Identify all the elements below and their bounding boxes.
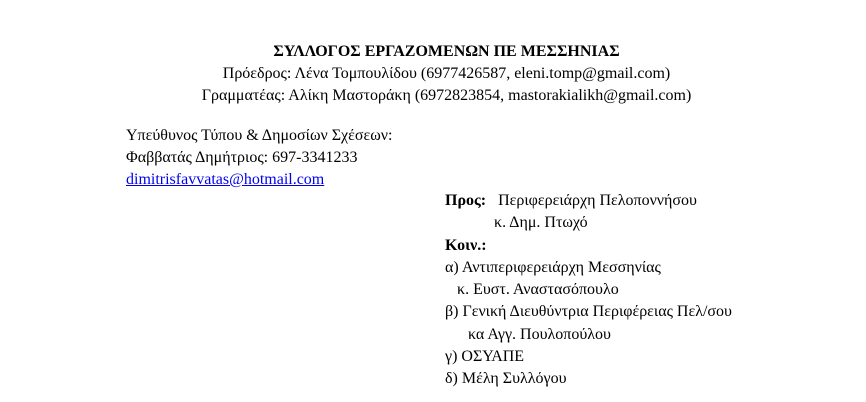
cc-item: α) Αντιπεριφερειάρχη Μεσσηνίας [445,258,661,276]
cc-item: κα Αγγ. Πουλοπούλου [468,325,611,343]
secretary-line: Γραμματέας: Αλίκη Μαστοράκη (6972823854, mastorakialikh@gmail.com) [201,87,692,104]
press-email-link[interactable]: dimitrisfavvatas@hotmail.com [126,171,325,188]
letterhead [0,41,866,107]
cc-label: Κοιν.: [445,236,487,254]
cc-item: δ) Μέλη Συλλόγου [445,370,567,388]
to-recipient: Περιφερειάρχη Πελοποννήσου [498,192,697,209]
cc-item: γ) ΟΣΥΑΠΕ [445,348,525,366]
president-line: Πρόεδρος: Λένα Τομπουλίδου (6977426587, eleni.tomp@gmail.com) [222,65,671,82]
cc-item: β) Γενική Διευθύντρια Περιφέρειας Πελ/σου [445,303,732,321]
association-title: ΣΥΛΛΟΓΟΣ ΕΡΓΑΖΟΜΕΝΩΝ ΠΕ ΜΕΣΣΗΝΙΑΣ [273,43,620,60]
cc-item: κ. Ευστ. Αναστασόπουλο [457,281,619,299]
to-recipient-name: κ. Δημ. Πτωχό [494,214,588,232]
recipients-block [445,190,732,391]
press-contact-block [126,125,392,191]
press-role: Υπεύθυνος Τύπου & Δημοσίων Σχέσεων: [126,127,393,144]
to-label: Προς: [445,192,487,209]
to-line [445,190,732,212]
press-name-phone: Φαββατάς Δημήτριος: 697-3341233 [126,149,358,166]
